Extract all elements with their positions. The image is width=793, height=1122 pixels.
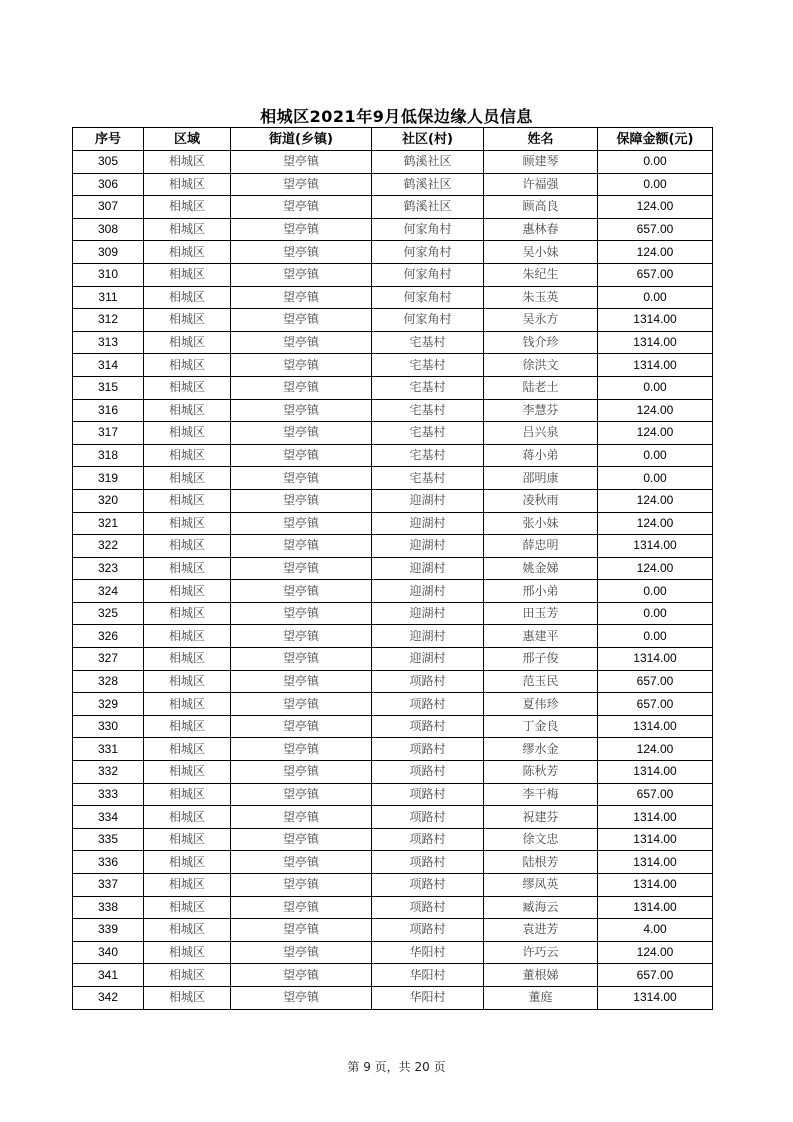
serial-number-cell: 335	[73, 828, 144, 851]
subsidy-amount-cell: 124.00	[598, 422, 713, 445]
name-cell: 陆老土	[484, 376, 598, 399]
name-cell: 许福强	[484, 173, 598, 196]
name-cell: 田玉芳	[484, 602, 598, 625]
name-cell: 夏伟珍	[484, 693, 598, 716]
community-village-cell: 何家角村	[372, 309, 484, 332]
table-row	[73, 557, 713, 580]
table-row	[73, 331, 713, 354]
table-row	[73, 670, 713, 693]
serial-number-cell: 321	[73, 512, 144, 535]
district-cell: 相城区	[144, 196, 231, 219]
name-cell: 顾建琴	[484, 151, 598, 174]
table-row	[73, 580, 713, 603]
street-town-cell: 望亭镇	[231, 874, 372, 897]
table-row	[73, 241, 713, 264]
table-row	[73, 422, 713, 445]
serial-number-cell: 319	[73, 467, 144, 490]
table-row	[73, 151, 713, 174]
name-cell: 朱玉英	[484, 286, 598, 309]
subsidy-amount-cell: 1314.00	[598, 648, 713, 671]
name-cell: 陈秋芳	[484, 761, 598, 784]
district-cell: 相城区	[144, 354, 231, 377]
community-village-cell: 项路村	[372, 874, 484, 897]
header-community-village: 社区(村)	[372, 128, 484, 151]
street-town-cell: 望亭镇	[231, 693, 372, 716]
table-row	[73, 309, 713, 332]
subsidy-amount-cell: 0.00	[598, 602, 713, 625]
serial-number-cell: 320	[73, 489, 144, 512]
table-row	[73, 761, 713, 784]
district-cell: 相城区	[144, 715, 231, 738]
subsidy-amount-cell: 124.00	[598, 512, 713, 535]
district-cell: 相城区	[144, 783, 231, 806]
name-cell: 臧海云	[484, 896, 598, 919]
community-village-cell: 项路村	[372, 919, 484, 942]
community-village-cell: 宅基村	[372, 354, 484, 377]
serial-number-cell: 323	[73, 557, 144, 580]
district-cell: 相城区	[144, 286, 231, 309]
district-cell: 相城区	[144, 761, 231, 784]
community-village-cell: 项路村	[372, 670, 484, 693]
table-row	[73, 874, 713, 897]
name-cell: 祝建芬	[484, 806, 598, 829]
name-cell: 徐洪文	[484, 354, 598, 377]
street-town-cell: 望亭镇	[231, 263, 372, 286]
community-village-cell: 迎湖村	[372, 580, 484, 603]
serial-number-cell: 341	[73, 964, 144, 987]
street-town-cell: 望亭镇	[231, 783, 372, 806]
district-cell: 相城区	[144, 738, 231, 761]
table-row	[73, 376, 713, 399]
subsidy-amount-cell: 0.00	[598, 580, 713, 603]
serial-number-cell: 337	[73, 874, 144, 897]
name-cell: 蒋小弟	[484, 444, 598, 467]
district-cell: 相城区	[144, 467, 231, 490]
street-town-cell: 望亭镇	[231, 512, 372, 535]
community-village-cell: 鹤溪社区	[372, 151, 484, 174]
district-cell: 相城区	[144, 535, 231, 558]
community-village-cell: 项路村	[372, 738, 484, 761]
subsidy-amount-cell: 1314.00	[598, 874, 713, 897]
district-cell: 相城区	[144, 263, 231, 286]
name-cell: 钱介珍	[484, 331, 598, 354]
serial-number-cell: 336	[73, 851, 144, 874]
subsidy-amount-cell: 124.00	[598, 241, 713, 264]
community-village-cell: 迎湖村	[372, 512, 484, 535]
table-row	[73, 941, 713, 964]
community-village-cell: 何家角村	[372, 286, 484, 309]
subsidy-amount-cell: 1314.00	[598, 851, 713, 874]
community-village-cell: 宅基村	[372, 376, 484, 399]
table-row	[73, 602, 713, 625]
district-cell: 相城区	[144, 896, 231, 919]
serial-number-cell: 311	[73, 286, 144, 309]
subsidy-amount-cell: 657.00	[598, 670, 713, 693]
serial-number-cell: 333	[73, 783, 144, 806]
subsidy-amount-cell: 657.00	[598, 218, 713, 241]
district-cell: 相城区	[144, 986, 231, 1009]
district-cell: 相城区	[144, 828, 231, 851]
district-cell: 相城区	[144, 941, 231, 964]
table-row	[73, 173, 713, 196]
serial-number-cell: 325	[73, 602, 144, 625]
street-town-cell: 望亭镇	[231, 986, 372, 1009]
table-row	[73, 806, 713, 829]
street-town-cell: 望亭镇	[231, 376, 372, 399]
table-body	[73, 151, 713, 1010]
table-row	[73, 263, 713, 286]
subsidy-amount-cell: 0.00	[598, 286, 713, 309]
serial-number-cell: 310	[73, 263, 144, 286]
header-serial-number: 序号	[73, 128, 144, 151]
name-cell: 朱纪生	[484, 263, 598, 286]
subsidy-amount-cell: 657.00	[598, 263, 713, 286]
name-cell: 惠建平	[484, 625, 598, 648]
name-cell: 董根娣	[484, 964, 598, 987]
street-town-cell: 望亭镇	[231, 489, 372, 512]
street-town-cell: 望亭镇	[231, 670, 372, 693]
name-cell: 邢子俊	[484, 648, 598, 671]
name-cell: 许巧云	[484, 941, 598, 964]
subsidy-amount-cell: 124.00	[598, 399, 713, 422]
serial-number-cell: 318	[73, 444, 144, 467]
table-row	[73, 399, 713, 422]
table-row	[73, 489, 713, 512]
subsidy-amount-cell: 0.00	[598, 444, 713, 467]
subsidy-amount-cell: 1314.00	[598, 535, 713, 558]
community-village-cell: 项路村	[372, 761, 484, 784]
name-cell: 缪凤英	[484, 874, 598, 897]
table-row	[73, 286, 713, 309]
district-cell: 相城区	[144, 422, 231, 445]
district-cell: 相城区	[144, 512, 231, 535]
subsidy-amount-cell: 1314.00	[598, 309, 713, 332]
community-village-cell: 迎湖村	[372, 489, 484, 512]
serial-number-cell: 338	[73, 896, 144, 919]
header-subsidy-amount: 保障金额(元)	[598, 128, 713, 151]
serial-number-cell: 315	[73, 376, 144, 399]
community-village-cell: 何家角村	[372, 218, 484, 241]
subsidy-amount-cell: 1314.00	[598, 986, 713, 1009]
district-cell: 相城区	[144, 444, 231, 467]
street-town-cell: 望亭镇	[231, 557, 372, 580]
community-village-cell: 宅基村	[372, 422, 484, 445]
header-district: 区域	[144, 128, 231, 151]
table-row	[73, 738, 713, 761]
serial-number-cell: 313	[73, 331, 144, 354]
district-cell: 相城区	[144, 851, 231, 874]
district-cell: 相城区	[144, 218, 231, 241]
street-town-cell: 望亭镇	[231, 602, 372, 625]
district-cell: 相城区	[144, 309, 231, 332]
name-cell: 李慧芬	[484, 399, 598, 422]
serial-number-cell: 306	[73, 173, 144, 196]
subsidy-amount-cell: 124.00	[598, 941, 713, 964]
subsidy-amount-cell: 1314.00	[598, 896, 713, 919]
table-row	[73, 467, 713, 490]
name-cell: 吴永方	[484, 309, 598, 332]
district-cell: 相城区	[144, 376, 231, 399]
subsidy-amount-cell: 124.00	[598, 557, 713, 580]
serial-number-cell: 340	[73, 941, 144, 964]
community-village-cell: 何家角村	[372, 263, 484, 286]
street-town-cell: 望亭镇	[231, 535, 372, 558]
table-header-row	[73, 128, 713, 151]
district-cell: 相城区	[144, 173, 231, 196]
serial-number-cell: 342	[73, 986, 144, 1009]
street-town-cell: 望亭镇	[231, 173, 372, 196]
subsidy-amount-cell: 124.00	[598, 489, 713, 512]
district-cell: 相城区	[144, 964, 231, 987]
community-village-cell: 迎湖村	[372, 535, 484, 558]
subsidy-amount-cell: 1314.00	[598, 354, 713, 377]
header-name: 姓名	[484, 128, 598, 151]
table-row	[73, 512, 713, 535]
community-village-cell: 华阳村	[372, 941, 484, 964]
street-town-cell: 望亭镇	[231, 919, 372, 942]
serial-number-cell: 308	[73, 218, 144, 241]
name-cell: 薛忠明	[484, 535, 598, 558]
name-cell: 凌秋雨	[484, 489, 598, 512]
subsidy-amount-cell: 4.00	[598, 919, 713, 942]
community-village-cell: 鹤溪社区	[372, 173, 484, 196]
community-village-cell: 项路村	[372, 896, 484, 919]
serial-number-cell: 334	[73, 806, 144, 829]
community-village-cell: 何家角村	[372, 241, 484, 264]
district-cell: 相城区	[144, 151, 231, 174]
district-cell: 相城区	[144, 648, 231, 671]
page-number-footer: 第 9 页，共 20 页	[347, 1060, 446, 1074]
community-village-cell: 项路村	[372, 715, 484, 738]
street-town-cell: 望亭镇	[231, 715, 372, 738]
community-village-cell: 迎湖村	[372, 557, 484, 580]
street-town-cell: 望亭镇	[231, 896, 372, 919]
serial-number-cell: 330	[73, 715, 144, 738]
serial-number-cell: 332	[73, 761, 144, 784]
subsidy-amount-cell: 124.00	[598, 738, 713, 761]
name-cell: 邢小弟	[484, 580, 598, 603]
table-row	[73, 693, 713, 716]
street-town-cell: 望亭镇	[231, 218, 372, 241]
name-cell: 姚金娣	[484, 557, 598, 580]
district-cell: 相城区	[144, 399, 231, 422]
name-cell: 张小妹	[484, 512, 598, 535]
street-town-cell: 望亭镇	[231, 761, 372, 784]
street-town-cell: 望亭镇	[231, 399, 372, 422]
subsidy-amount-cell: 657.00	[598, 964, 713, 987]
table-row	[73, 218, 713, 241]
serial-number-cell: 327	[73, 648, 144, 671]
district-cell: 相城区	[144, 693, 231, 716]
street-town-cell: 望亭镇	[231, 241, 372, 264]
table-row	[73, 535, 713, 558]
serial-number-cell: 322	[73, 535, 144, 558]
street-town-cell: 望亭镇	[231, 806, 372, 829]
table-row	[73, 715, 713, 738]
table-row	[73, 196, 713, 219]
community-village-cell: 迎湖村	[372, 625, 484, 648]
community-village-cell: 宅基村	[372, 331, 484, 354]
table-row	[73, 919, 713, 942]
street-town-cell: 望亭镇	[231, 625, 372, 648]
table-row	[73, 896, 713, 919]
street-town-cell: 望亭镇	[231, 648, 372, 671]
subsidy-amount-cell: 1314.00	[598, 806, 713, 829]
street-town-cell: 望亭镇	[231, 422, 372, 445]
table-row	[73, 964, 713, 987]
district-cell: 相城区	[144, 602, 231, 625]
serial-number-cell: 328	[73, 670, 144, 693]
street-town-cell: 望亭镇	[231, 738, 372, 761]
district-cell: 相城区	[144, 806, 231, 829]
street-town-cell: 望亭镇	[231, 444, 372, 467]
street-town-cell: 望亭镇	[231, 828, 372, 851]
name-cell: 袁进芳	[484, 919, 598, 942]
street-town-cell: 望亭镇	[231, 941, 372, 964]
table-row	[73, 625, 713, 648]
subsidy-amount-cell: 1314.00	[598, 331, 713, 354]
subsidy-amount-cell: 0.00	[598, 173, 713, 196]
serial-number-cell: 329	[73, 693, 144, 716]
serial-number-cell: 305	[73, 151, 144, 174]
community-village-cell: 宅基村	[372, 467, 484, 490]
street-town-cell: 望亭镇	[231, 851, 372, 874]
district-cell: 相城区	[144, 489, 231, 512]
name-cell: 范玉民	[484, 670, 598, 693]
table-row	[73, 354, 713, 377]
serial-number-cell: 309	[73, 241, 144, 264]
serial-number-cell: 331	[73, 738, 144, 761]
table-row	[73, 828, 713, 851]
community-village-cell: 项路村	[372, 828, 484, 851]
name-cell: 缪水金	[484, 738, 598, 761]
name-cell: 吴小妹	[484, 241, 598, 264]
subsidy-amount-cell: 0.00	[598, 376, 713, 399]
district-cell: 相城区	[144, 241, 231, 264]
serial-number-cell: 307	[73, 196, 144, 219]
document-title: 相城区2021年9月低保边缘人员信息	[260, 107, 533, 126]
street-town-cell: 望亭镇	[231, 151, 372, 174]
serial-number-cell: 339	[73, 919, 144, 942]
street-town-cell: 望亭镇	[231, 196, 372, 219]
street-town-cell: 望亭镇	[231, 964, 372, 987]
subsidy-amount-cell: 0.00	[598, 467, 713, 490]
subsidy-amount-cell: 0.00	[598, 151, 713, 174]
district-cell: 相城区	[144, 919, 231, 942]
subsidy-amount-cell: 124.00	[598, 196, 713, 219]
community-village-cell: 鹤溪社区	[372, 196, 484, 219]
name-cell: 董庭	[484, 986, 598, 1009]
subsidy-amount-cell: 657.00	[598, 783, 713, 806]
table-row	[73, 851, 713, 874]
beneficiary-table	[72, 127, 713, 1010]
community-village-cell: 华阳村	[372, 964, 484, 987]
street-town-cell: 望亭镇	[231, 580, 372, 603]
table-row	[73, 444, 713, 467]
name-cell: 徐文忠	[484, 828, 598, 851]
street-town-cell: 望亭镇	[231, 354, 372, 377]
name-cell: 李干梅	[484, 783, 598, 806]
street-town-cell: 望亭镇	[231, 309, 372, 332]
community-village-cell: 项路村	[372, 693, 484, 716]
header-street-town: 街道(乡镇)	[231, 128, 372, 151]
subsidy-amount-cell: 1314.00	[598, 828, 713, 851]
serial-number-cell: 317	[73, 422, 144, 445]
serial-number-cell: 324	[73, 580, 144, 603]
table-row	[73, 783, 713, 806]
serial-number-cell: 326	[73, 625, 144, 648]
name-cell: 邵明康	[484, 467, 598, 490]
district-cell: 相城区	[144, 670, 231, 693]
name-cell: 陆根芳	[484, 851, 598, 874]
street-town-cell: 望亭镇	[231, 331, 372, 354]
district-cell: 相城区	[144, 580, 231, 603]
community-village-cell: 宅基村	[372, 399, 484, 422]
subsidy-amount-cell: 0.00	[598, 625, 713, 648]
name-cell: 顾高良	[484, 196, 598, 219]
community-village-cell: 迎湖村	[372, 648, 484, 671]
name-cell: 丁金良	[484, 715, 598, 738]
district-cell: 相城区	[144, 557, 231, 580]
community-village-cell: 华阳村	[372, 986, 484, 1009]
district-cell: 相城区	[144, 625, 231, 648]
community-village-cell: 项路村	[372, 851, 484, 874]
serial-number-cell: 312	[73, 309, 144, 332]
subsidy-amount-cell: 657.00	[598, 693, 713, 716]
community-village-cell: 宅基村	[372, 444, 484, 467]
serial-number-cell: 316	[73, 399, 144, 422]
subsidy-amount-cell: 1314.00	[598, 715, 713, 738]
street-town-cell: 望亭镇	[231, 286, 372, 309]
name-cell: 吕兴泉	[484, 422, 598, 445]
name-cell: 惠林春	[484, 218, 598, 241]
street-town-cell: 望亭镇	[231, 467, 372, 490]
table-row	[73, 986, 713, 1009]
community-village-cell: 迎湖村	[372, 602, 484, 625]
community-village-cell: 项路村	[372, 806, 484, 829]
district-cell: 相城区	[144, 331, 231, 354]
subsidy-amount-cell: 1314.00	[598, 761, 713, 784]
table-row	[73, 648, 713, 671]
community-village-cell: 项路村	[372, 783, 484, 806]
serial-number-cell: 314	[73, 354, 144, 377]
district-cell: 相城区	[144, 874, 231, 897]
